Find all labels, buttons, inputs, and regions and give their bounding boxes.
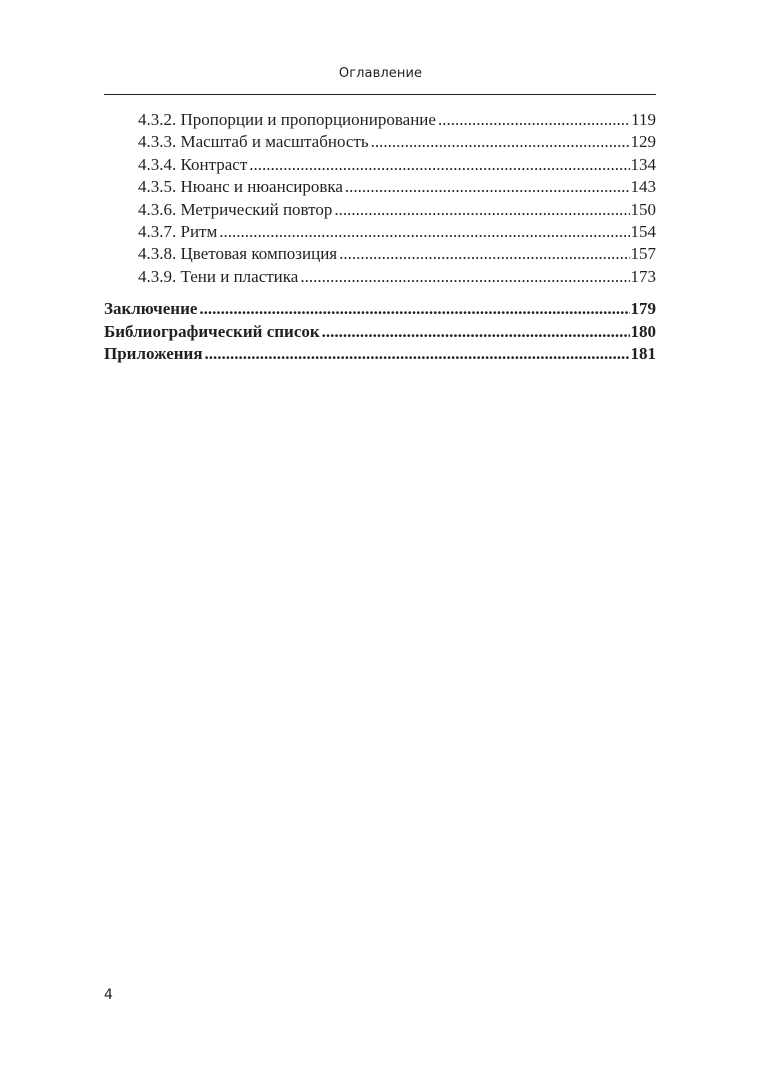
toc-entry-page: 150 — [630, 199, 656, 219]
toc-entry-page: 173 — [630, 266, 656, 286]
toc-leader-dots — [438, 109, 630, 131]
toc-entry-4-3-7[interactable] — [104, 221, 656, 243]
toc-entry-title: 4.3.8. Цветовая композиция — [138, 244, 338, 264]
toc-entry-4-3-8[interactable] — [104, 243, 656, 265]
toc-entry-title: 4.3.9. Тени и пластика — [138, 266, 299, 286]
toc-entry-bibliography[interactable] — [104, 321, 656, 343]
toc-entry-title: Заключение — [104, 299, 198, 319]
toc-entry-title: Библиографический список — [104, 321, 320, 341]
toc-leader-dots — [199, 298, 629, 320]
toc-leader-dots — [219, 221, 629, 243]
toc-entry-conclusion[interactable] — [104, 298, 656, 320]
toc-entry-4-3-5[interactable] — [104, 176, 656, 198]
toc-leader-dots — [334, 199, 629, 221]
toc-entry-page: 157 — [630, 244, 656, 264]
toc-leader-dots — [205, 343, 630, 365]
toc-leader-dots — [345, 176, 630, 198]
toc-entry-page: 134 — [630, 154, 656, 174]
toc-leader-dots — [300, 266, 629, 288]
toc-leader-dots — [249, 154, 629, 176]
toc-leader-dots — [339, 243, 629, 265]
toc-entry-title: 4.3.5. Нюанс и нюансировка — [138, 177, 343, 197]
toc-entry-title: 4.3.6. Метрический повтор — [138, 199, 333, 219]
table-of-contents — [104, 109, 656, 365]
toc-entry-4-3-9[interactable] — [104, 266, 656, 288]
toc-entry-title: 4.3.7. Ритм — [138, 221, 218, 241]
toc-entry-title: 4.3.4. Контраст — [138, 154, 248, 174]
toc-leader-dots — [322, 321, 630, 343]
toc-entry-page: 181 — [630, 343, 656, 363]
page-number: 4 — [104, 987, 113, 1003]
toc-entry-page: 179 — [630, 299, 656, 319]
toc-entry-page: 143 — [630, 177, 656, 197]
toc-entry-title: 4.3.2. Пропорции и пропорционирование — [138, 110, 436, 129]
header-rule — [104, 94, 656, 95]
toc-entry-appendices[interactable] — [104, 343, 656, 365]
toc-entry-4-3-2[interactable] — [104, 109, 656, 131]
toc-entry-4-3-4[interactable] — [104, 154, 656, 176]
toc-entry-4-3-3[interactable] — [104, 131, 656, 153]
toc-leader-dots — [371, 131, 630, 153]
toc-entry-title: 4.3.3. Масштаб и масштабность — [138, 132, 369, 152]
running-title: Оглавление — [338, 66, 423, 81]
toc-entry-page: 154 — [630, 221, 656, 241]
toc-entry-page: 180 — [630, 321, 656, 341]
toc-entry-page: 129 — [630, 132, 656, 152]
toc-entry-page: 119 — [631, 110, 656, 129]
toc-entry-title: Приложения — [104, 343, 203, 363]
toc-entry-4-3-6[interactable] — [104, 199, 656, 221]
